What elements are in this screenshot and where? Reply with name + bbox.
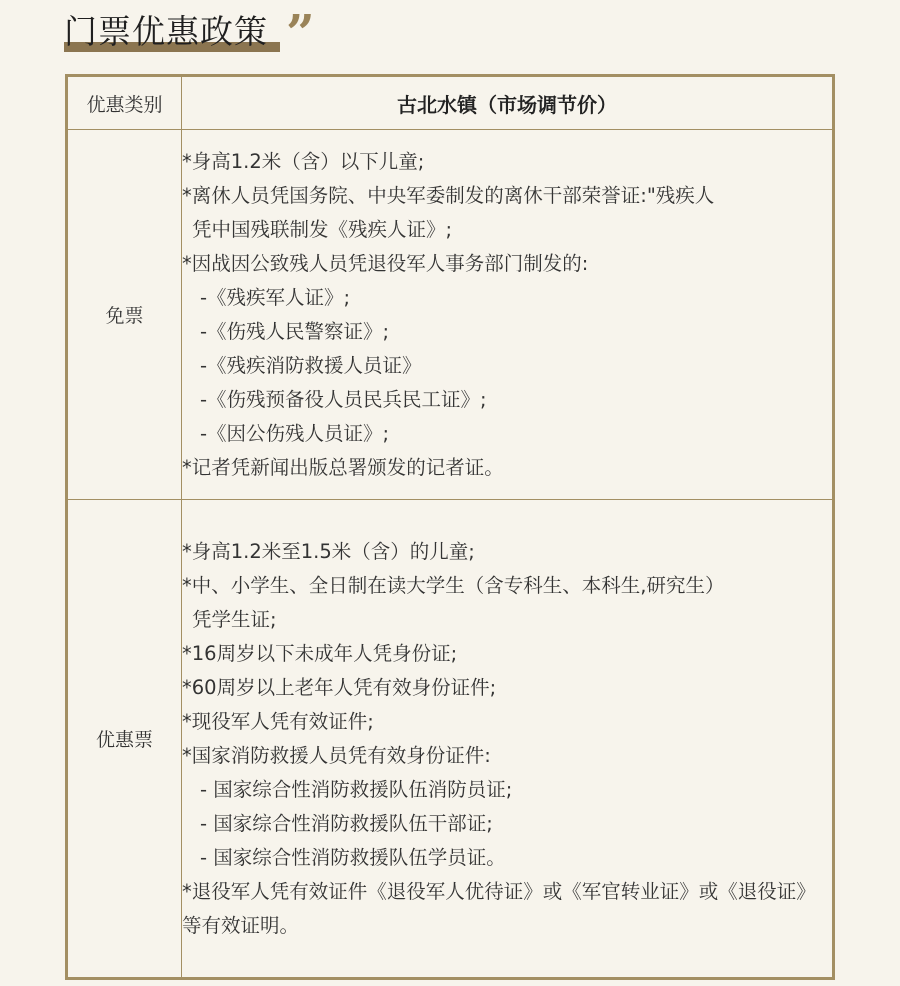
free-line-1: *身高1.2米（含）以下儿童; [182, 149, 425, 173]
discount-line-2: *中、小学生、全日制在读大学生（含专科生、本科生,研究生） [182, 573, 725, 597]
discount-line-5: *60周岁以上老年人凭有效身份证件; [182, 675, 497, 699]
discount-line-3: 凭学生证; [192, 607, 277, 631]
page-title: 门票优惠政策 [64, 12, 268, 51]
page-title-block [64, 3, 315, 62]
free-line-8: -《伤残预备役人员民兵民工证》; [200, 387, 487, 411]
free-line-7: -《残疾消防救援人员证》 [200, 353, 422, 377]
discount-line-9: - 国家综合性消防救援队伍干部证; [200, 811, 493, 835]
discount-line-7: *国家消防救援人员凭有效身份证件: [182, 743, 491, 767]
free-line-4: *因战因公致残人员凭退役军人事务部门制发的: [182, 251, 589, 275]
closing-quote-icon: ” [286, 3, 315, 62]
category-discount: 优惠票 [67, 500, 182, 979]
discount-ticket-conditions [182, 500, 834, 979]
free-line-2: *离休人员凭国务院、中央军委制发的离休干部荣誉证:"残疾人 [182, 183, 715, 207]
header-category: 优惠类别 [67, 76, 182, 130]
free-line-5: -《残疾军人证》; [200, 285, 351, 309]
discount-line-4: *16周岁以下未成年人凭身份证; [182, 641, 458, 665]
table-row-discount [67, 500, 834, 979]
discount-line-8: - 国家综合性消防救援队伍消防员证; [200, 777, 513, 801]
free-line-6: -《伤残人民警察证》; [200, 319, 390, 343]
discount-line-1: *身高1.2米至1.5米（含）的儿童; [182, 539, 475, 563]
free-ticket-conditions [182, 130, 834, 500]
free-line-10: *记者凭新闻出版总署颁发的记者证。 [182, 455, 504, 479]
category-free: 免票 [67, 130, 182, 500]
free-line-9: -《因公伤残人员证》; [200, 421, 390, 445]
table-header-row [67, 76, 834, 130]
discount-line-6: *现役军人凭有效证件; [182, 709, 374, 733]
discount-line-10: - 国家综合性消防救援队伍学员证。 [200, 845, 506, 869]
header-site-price: 古北水镇（市场调节价） [182, 76, 834, 130]
discount-policy-table [65, 74, 835, 980]
table-row-free [67, 130, 834, 500]
free-line-3: 凭中国残联制发《残疾人证》; [192, 217, 453, 241]
discount-line-11: *退役军人凭有效证件《退役军人优待证》或《军官转业证》或《退役证》等有效证明。 [182, 879, 816, 937]
